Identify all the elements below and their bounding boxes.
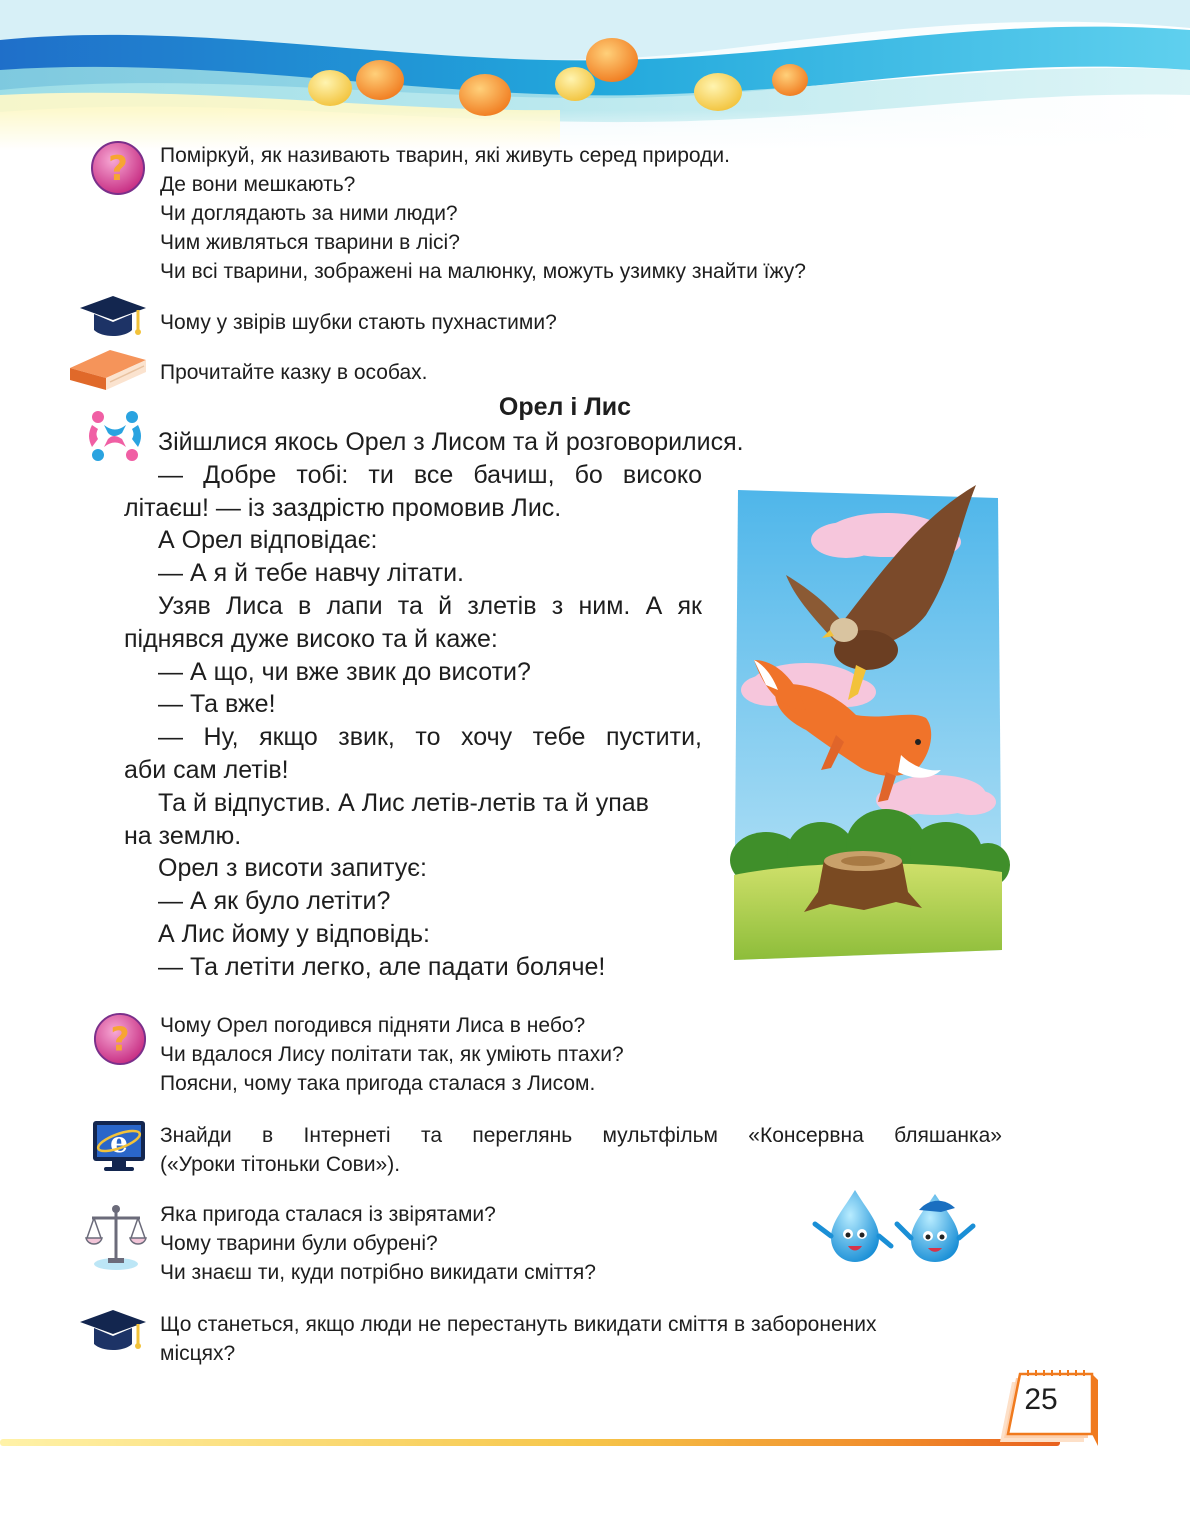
header-waves-decoration xyxy=(0,0,1190,150)
text-line: Що станеться, якщо люди не перестануть викидати сміття в заборонених xyxy=(160,1313,877,1336)
text-line: Чи знаєш ти, куди потрібно викидати сміття? xyxy=(160,1261,596,1284)
graduation-cap-icon xyxy=(78,1306,148,1356)
svg-text:?: ? xyxy=(110,1020,130,1059)
section6-text xyxy=(160,1200,596,1287)
graduation-cap-icon xyxy=(78,292,148,342)
story-line: — Та летіти легко, але падати боляче! xyxy=(158,952,606,981)
text-line: Поясни, чому така пригода сталася з Лисом. xyxy=(160,1072,596,1095)
text-line: Чи доглядають за ними люди? xyxy=(160,202,458,225)
text-line: Чи всі тварини, зображені на малюнку, можуть узимку знайти їжу? xyxy=(160,260,806,283)
section2-text xyxy=(160,308,557,337)
svg-text:?: ? xyxy=(108,149,128,189)
story-line: — Ну, якщо звик, то хочу тебе пустити, xyxy=(158,723,702,752)
story-line: — А що, чи вже звик до висоти? xyxy=(158,657,531,686)
svg-text:e: e xyxy=(110,1126,128,1159)
text-line: Знайди в Інтернеті та переглянь мультфільм «Консервна бляшанка» xyxy=(160,1124,1002,1147)
water-drop-characters-illustration xyxy=(805,1180,985,1266)
story-line: А Лис йому у відповідь: xyxy=(158,919,430,948)
story-line: — Та вже! xyxy=(158,690,276,719)
text-line: Чому Орел погодився підняти Лиса в небо? xyxy=(160,1014,586,1037)
story-line: аби сам летів! xyxy=(124,755,289,784)
scales-icon xyxy=(84,1202,148,1272)
text-line: Де вони мешкають? xyxy=(160,173,356,196)
section5-text xyxy=(160,1121,1002,1179)
story-line: Зійшлися якось Орел з Лисом та й розговорилися. xyxy=(158,428,744,456)
text-line: Яка пригода сталася із звірятами? xyxy=(160,1203,496,1226)
story-line: Та й відпустив. А Лис летів-летів та й упав xyxy=(158,788,649,817)
question-icon xyxy=(93,1012,147,1066)
section7-text xyxy=(160,1310,876,1368)
story-line: А Орел відповідає: xyxy=(158,526,378,555)
story-line: — Добре тобі: ти все бачиш, бо високо xyxy=(158,460,702,489)
text-line: Поміркуй, як називають тварин, які живуть серед природи. xyxy=(160,144,730,167)
internet-explorer-icon xyxy=(90,1118,148,1174)
text-line: Чи вдалося Лису політати так, як уміють птахи? xyxy=(160,1043,624,1066)
eagle-and-fox-illustration xyxy=(726,480,1010,972)
text-line: Чим живляться тварини в лісі? xyxy=(160,231,460,254)
section1-text xyxy=(160,141,806,286)
story-line: літаєш! — із заздрістю промовив Лис. xyxy=(124,493,562,522)
story-line: піднявся дуже високо та й каже: xyxy=(124,624,498,653)
book-icon xyxy=(66,346,148,394)
text-line: Чому тварини були обурені? xyxy=(160,1232,438,1255)
text-line: Чому у звірів шубки стають пухнастими? xyxy=(160,311,557,334)
story-line: Узяв Лиса в лапи та й злетів з ним. А як xyxy=(158,591,702,620)
section3-text xyxy=(160,358,427,387)
text-line: місцях? xyxy=(160,1342,236,1365)
story-line: — А я й тебе навчу літати. xyxy=(158,559,465,588)
text-line: («Уроки тітоньки Сови»). xyxy=(160,1153,401,1176)
section4-text xyxy=(160,1011,624,1098)
story-line: на землю. xyxy=(124,821,242,850)
story-line: Орел з висоти запитує: xyxy=(158,854,427,883)
story-title: Орел і Лис xyxy=(498,393,632,421)
text-line: Прочитайте казку в особах. xyxy=(160,361,428,384)
question-icon xyxy=(90,140,146,196)
story-text xyxy=(124,426,744,984)
story-line: — А як було летіти? xyxy=(158,887,391,916)
page-number: 25 xyxy=(1024,1383,1058,1416)
